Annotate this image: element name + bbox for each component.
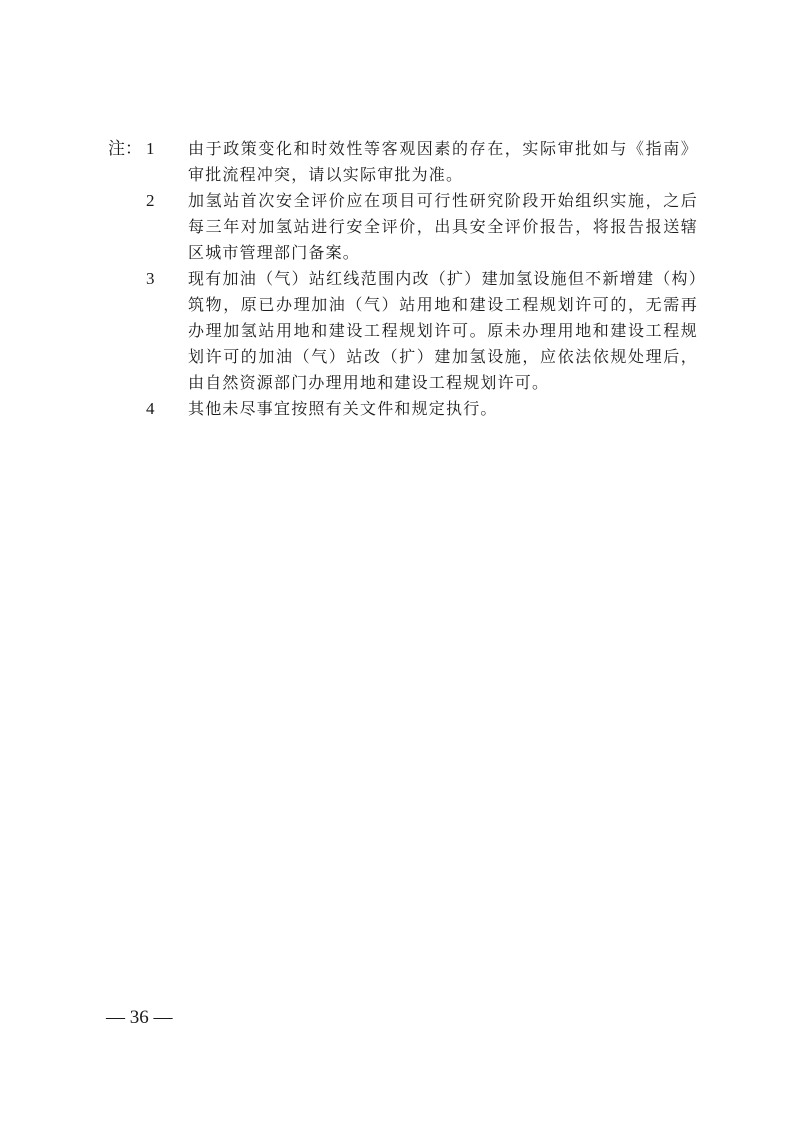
note-item-3 bbox=[108, 266, 698, 396]
note-text: 加氢站首次安全评价应在项目可行性研究阶段开始组织实施，之后每三年对加氢站进行安全评价，出具安全评价报告，将报告报送辖区城市管理部门备案。 bbox=[188, 191, 698, 262]
note-item-4 bbox=[108, 396, 698, 422]
note-text: 由于政策变化和时效性等客观因素的存在，实际审批如与《指南》审批流程冲突，请以实际审批为准。 bbox=[188, 139, 698, 184]
page-number: — 36 — bbox=[106, 1007, 173, 1028]
note-number: 3 bbox=[146, 269, 155, 288]
note-text: 现有加油（气）站红线范围内改（扩）建加氢设施但不新增建（构）筑物，原已办理加油（气）站用地和建设工程规划许可的，无需再办理加氢站用地和建设工程规划许可。原未办理用地和建设工程规划许可的加油（气）站改（扩）建加氢设施，应依法依规处理后，由自然资源部门办理用地和建设工程规划许可。 bbox=[188, 269, 698, 392]
note-item-1 bbox=[108, 136, 698, 188]
note-number: 1 bbox=[146, 139, 155, 158]
note-number: 4 bbox=[146, 399, 155, 418]
notes-section bbox=[108, 136, 698, 422]
note-number: 2 bbox=[146, 191, 155, 210]
notes-prefix: 注： bbox=[108, 139, 142, 159]
note-item-2 bbox=[108, 188, 698, 266]
note-text: 其他未尽事宜按照有关文件和规定执行。 bbox=[188, 399, 498, 418]
